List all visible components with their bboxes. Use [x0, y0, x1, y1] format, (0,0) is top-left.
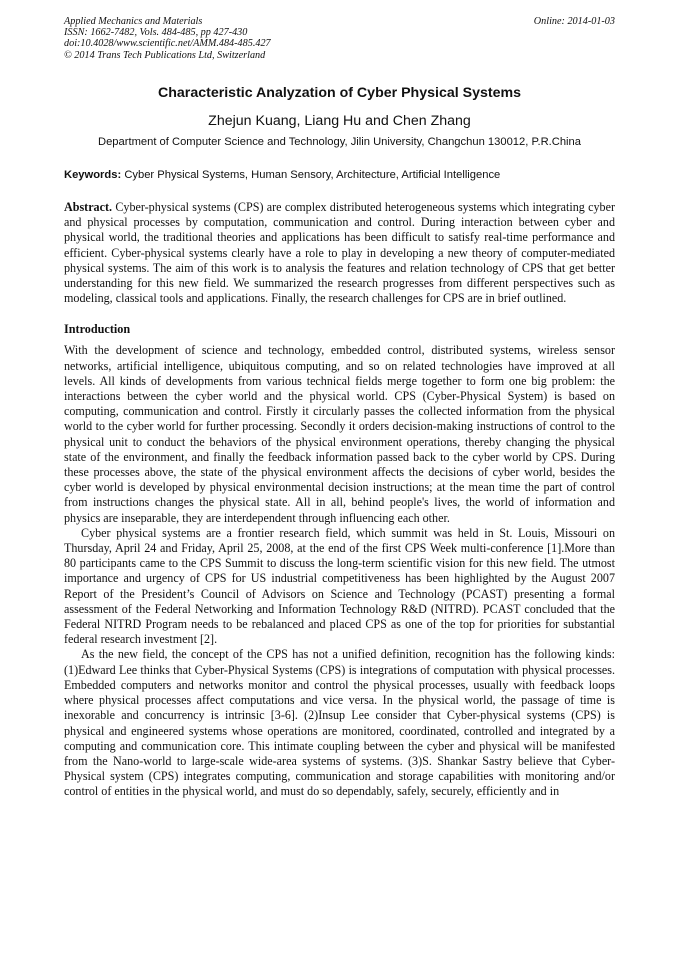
intro-paragraph-2: Cyber physical systems are a frontier research field, which summit was held in St. Louis, Missouri on Thursday, April 24 and Friday, April 25, 2008, at the end of the first CPS Week multi-conference [1].More than 80 participants came to the CPS Summit to discuss the long-term scientific vision for this new field. The utmost importance and urgency of CPS for US industrial competitiveness has been highlighted by the August 2007 Report of the President’s Council of Advisors on Science and Technology (PCAST) presenting a formal assessment of the Federal Networking and Information Technology R&D (NITRD). PCAST concluded that the Federal NITRD Program needs to be rebalanced and placed CPS as one of the top for priorities for substantial federal research investment [2].	[64, 525, 615, 647]
journal-doi: doi:10.4028/www.scientific.net/AMM.484-485.427	[64, 38, 271, 50]
intro-paragraph-1: With the development of science and technology, embedded control, distributed systems, wireless sensor networks, artificial intelligence, ubiquitous computing, and so on related technologies have improved at all levels. All kinds of developments from various technical fields merge together to form one big problem: the interactions between the cyber world and the physical world. CPS (Cyber-Physical System) is based on computing, communication and control. Firstly it circularly passes the collected information from the physical world to the cyber world for further processing. Secondly it orders decision-making instructions of control to the physical unit to conduct the behaviors of the physical environment operations, thereby changing the physical state of the environment, and finally the feedback information passed back to the cyber world by CPS. During these processes above, the state of the physical environment affects the decisions of cyber world, besides the cyber world is developed by physical environmental decision instructions; at the mean time the part of control from instructions changes the physical state. All in all, behind people's lives, the world of information and physics are inseparable, they are interdependent through influencing each other.	[64, 343, 615, 525]
abstract-text: Cyber-physical systems (CPS) are complex distributed heterogeneous systems which integrating cyber and physical processes by computation, communication and control. During interaction between cyber and physical world, the traditional theories and applications has been difficult to satisfy real-time performance and efficient. Cyber-physical systems clearly have a role to play in developing a new theory of computer-mediated physical systems. The aim of this work is to analysis the features and relation technology of CPS that get better understanding for this new field. We summarized the research progresses from different perspectives such as modeling, classical tools and applications. Finally, the research challenges for CPS are in brief outlined.	[64, 200, 615, 306]
abstract-label: Abstract.	[64, 200, 113, 214]
keywords-label: Keywords:	[64, 169, 122, 181]
keywords-text: Cyber Physical Systems, Human Sensory, Architecture, Artificial Intelligence	[124, 169, 501, 181]
journal-name: Applied Mechanics and Materials	[64, 16, 203, 27]
paper-authors: Zhejun Kuang, Liang Hu and Chen Zhang	[208, 113, 471, 129]
author-affiliation: Department of Computer Science and Technology, Jilin University, Changchun 130012, P.R.China	[98, 136, 581, 148]
journal-meta	[64, 16, 271, 61]
abstract	[64, 200, 615, 306]
paper-title: Characteristic Analyzation of Cyber Physical Systems	[158, 85, 521, 101]
journal-copyright: © 2014 Trans Tech Publications Ltd, Switzerland	[64, 49, 266, 61]
online-date: Online: 2014-01-03	[533, 16, 615, 27]
journal-issn: ISSN: 1662-7482, Vols. 484-485, pp 427-430	[64, 27, 248, 39]
section-heading-introduction: Introduction	[64, 322, 131, 337]
keywords	[64, 167, 615, 183]
paper-page	[64, 16, 615, 956]
journal-header	[64, 16, 615, 66]
intro-paragraph-3: As the new field, the concept of the CPS has not a unified definition, recognition has the following kinds: (1)Edward Lee thinks that Cyber-Physical Systems (CPS) is integrations of computation with physical processes. Embedded computers and networks monitor and control the physical processes, usually with feedback loops where physical processes affect computations and vice versa. In the physical world, the passage of time is inexorable and concurrency is intrinsic [3-6]. (2)Insup Lee consider that Cyber-physical systems (CPS) is physical and engineered systems whose operations are monitored, coordinated, controlled and integrated by a computing and communication core. This intimate coupling between the cyber and physical will be manifested from the Nano-world to large-scale wide-area systems of systems. (3)S. Shankar Sastry believe that Cyber-Physical system (CPS) integrates computing, communication and storage capabilities with monitoring and/or control of entities in the physical world, and must do so dependably, safely, securely, efficiently and in	[64, 647, 615, 799]
